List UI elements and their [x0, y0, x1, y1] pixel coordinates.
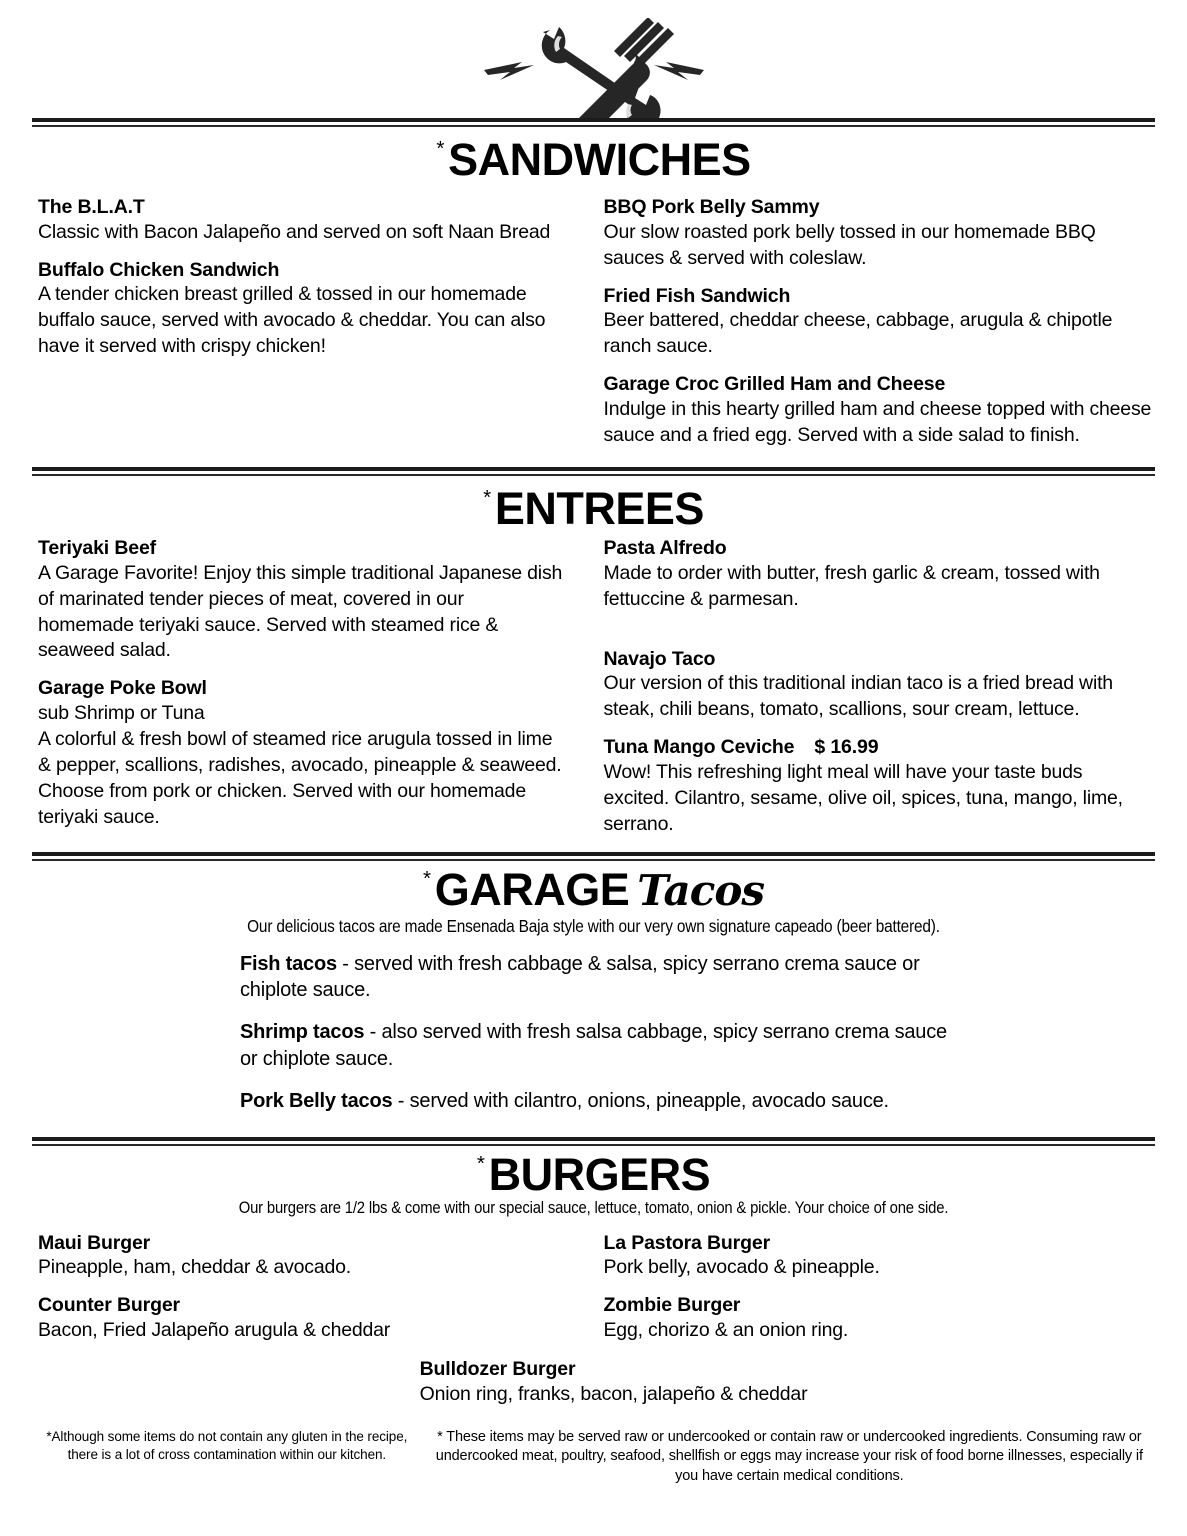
gluten-disclaimer: *Although some items do not contain any gluten in the recipe, there is a lot of cross contamination within our kitchen. [46, 1428, 408, 1462]
sandwiches-column-right [594, 196, 1187, 449]
item-name: Maui Burger [38, 1231, 151, 1254]
item-description: Indulge in this hearty grilled ham and cheese topped with cheese sauce and a fried egg. Served with a side salad to finish. [603, 398, 1152, 446]
asterisk-marker: * [423, 867, 432, 891]
item-name: Garage Poke Bowl [38, 677, 207, 700]
restaurant-logo [0, 0, 1187, 118]
menu-item [38, 537, 564, 664]
divider-rule-top [32, 118, 1155, 127]
item-description: Pork belly, avocado & pineapple. [603, 1256, 880, 1279]
burgers-column-left [0, 1232, 594, 1344]
sandwiches-items [0, 196, 1187, 449]
footer-disclaimers [0, 1428, 1187, 1487]
item-description: A Garage Favorite! Enjoy this simple traditional Japanese dish of marinated tender pieces of meat, covered in our homemade teriyaki sauce. Served with steamed rice & seaweed salad. [38, 561, 563, 662]
menu-item [604, 1294, 1154, 1344]
item-name: Pasta Alfredo [603, 536, 727, 559]
item-name: Buffalo Chicken Sandwich [38, 258, 280, 281]
tacos-intro-text: Our delicious tacos are made Ensenada Baja style with our very own signature capeado (beer battered). [247, 915, 940, 936]
section-heading-burgers [0, 1148, 1187, 1200]
item-description: Classic with Bacon Jalapeño and served on soft Naan Bread [38, 220, 551, 243]
item-description: Our version of this traditional indian taco is a fried bread with steak, chili beans, tomato, scallions, sour cream, lettuce. [603, 672, 1113, 721]
item-name [604, 736, 1154, 760]
section-heading-entrees [0, 482, 1187, 534]
asterisk-marker: * [436, 137, 445, 161]
item-name: Bulldozer Burger [419, 1358, 576, 1381]
menu-item [240, 1088, 947, 1114]
menu-item [604, 736, 1154, 838]
menu-item [240, 1019, 947, 1072]
divider-rule-tacos [32, 852, 1155, 861]
divider-rule-entrees [32, 467, 1155, 476]
entrees-column-right [594, 537, 1187, 838]
item-name: Navajo Taco [603, 647, 716, 670]
item-name-text: Tuna Mango Ceviche [603, 736, 795, 759]
item-description: Pineapple, ham, cheddar & avocado. [38, 1256, 351, 1279]
menu-item [38, 677, 564, 830]
asterisk-marker: * [483, 486, 492, 510]
menu-item [420, 1358, 808, 1408]
section-title-text: BURGERS [488, 1148, 711, 1200]
item-description: - served with cilantro, onions, pineapple, avocado sauce. [392, 1090, 889, 1113]
menu-item [604, 1232, 1154, 1282]
menu-item [38, 196, 564, 246]
crossed-wrench-and-fork-icon [478, 18, 710, 118]
menu-item [604, 537, 1154, 613]
item-description: A tender chicken breast grilled & tossed in our homemade buffalo sauce, served with avocado & cheddar. You can also have it served with crispy chicken! [38, 283, 546, 358]
section-title-text: ENTREES [494, 482, 704, 534]
section-heading-sandwiches [0, 134, 1187, 185]
item-description: Wow! This refreshing light meal will have your taste buds excited. Cilantro, sesame, olive oil, spices, tuna, mango, lime, serrano. [603, 760, 1123, 835]
menu-item [604, 373, 1154, 449]
burgers-intro-text: Our burgers are 1/2 lbs & come with our special sauce, lettuce, tomato, onion & pickle. Your choice of one side. [238, 1198, 949, 1217]
item-description: - served with fresh cabbage & salsa, spicy serrano crema sauce or chiplote sauce. [240, 952, 920, 1002]
menu-item [604, 648, 1154, 724]
item-name: Garage Croc Grilled Ham and Cheese [603, 373, 946, 396]
menu-item [38, 259, 564, 361]
item-name: Pork Belly tacos [240, 1090, 393, 1113]
burgers-column-right [594, 1232, 1187, 1344]
divider-rule-burgers [32, 1137, 1155, 1146]
menu-item [604, 285, 1154, 361]
item-description: Our slow roasted pork belly tossed in our homemade BBQ sauces & served with coleslaw. [603, 220, 1096, 269]
item-name: Shrimp tacos [240, 1021, 365, 1044]
item-name: Fish tacos [240, 952, 337, 975]
item-description: Beer battered, cheddar cheese, cabbage, arugula & chipotle ranch sauce. [603, 309, 1113, 358]
item-name: Fried Fish Sandwich [603, 284, 791, 307]
burgers-center-item-wrap [0, 1358, 1187, 1408]
item-description: Bacon, Fried Jalapeño arugula & cheddar [38, 1319, 391, 1342]
item-description: Egg, chorizo & an onion ring. [603, 1319, 849, 1342]
raw-food-disclaimer: * These items may be served raw or undercooked or contain raw or undercooked ingredients. Consuming raw or undercooked meat, poultry, seafood, shellfish or eggs may increase your risk of food borne illnesses, especially if you have certain medical conditions. [435, 1428, 1143, 1484]
item-description: Onion ring, franks, bacon, jalapeño & cheddar [419, 1382, 808, 1405]
item-description: - also served with fresh salsa cabbage, spicy serrano crema sauce or chiplote sauce. [240, 1021, 947, 1070]
menu-item [604, 196, 1154, 272]
tacos-items [0, 951, 1187, 1115]
item-name: Zombie Burger [603, 1294, 741, 1317]
item-subtitle: sub Shrimp or Tuna [38, 702, 205, 725]
section-heading-garage-tacos [0, 863, 1187, 915]
item-name: La Pastora Burger [603, 1231, 771, 1254]
menu-item [38, 1294, 564, 1344]
menu-item [38, 1232, 564, 1282]
burgers-items [0, 1232, 1187, 1344]
menu-item [240, 951, 947, 1004]
item-name: The B.L.A.T [38, 196, 145, 218]
item-name: Teriyaki Beef [38, 536, 157, 559]
item-price: $ 16.99 [814, 736, 879, 759]
item-description: A colorful & fresh bowl of steamed rice arugula tossed in lime & pepper, scallions, radishes, avocado, pineapple & seaweed. Choose from pork or chicken. Served with our homemade teriyaki sauce. [38, 728, 562, 828]
entrees-items [0, 537, 1187, 838]
section-title-text: SANDWICHES [448, 134, 751, 185]
item-name: Counter Burger [38, 1294, 180, 1317]
item-description: Made to order with butter, fresh garlic & cream, tossed with fettuccine & parmesan. [603, 561, 1100, 610]
section-title-script: Tacos [637, 865, 764, 915]
sandwiches-column-left [0, 196, 594, 449]
entrees-column-left [0, 537, 594, 838]
asterisk-marker: * [476, 1151, 485, 1175]
section-title-text: GARAGE [434, 863, 630, 915]
item-name: BBQ Pork Belly Sammy [603, 196, 820, 218]
